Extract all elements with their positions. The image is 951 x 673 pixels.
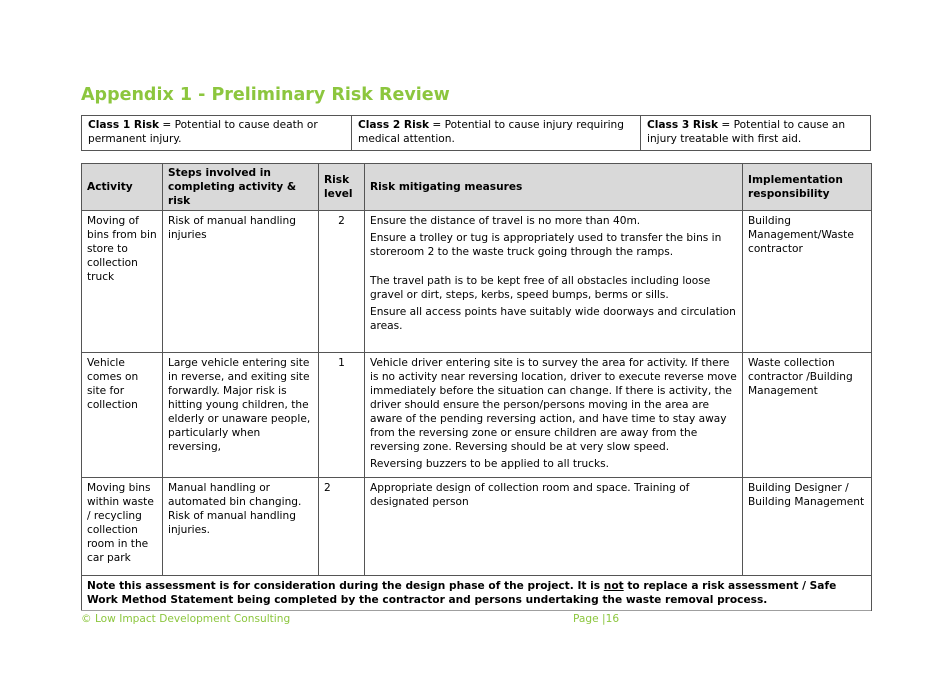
row-2-responsibility: Waste collection contractor /Building Management [743, 353, 872, 478]
table-row [82, 211, 872, 353]
row-1-activity: Moving of bins from bin store to collection truck [82, 211, 163, 353]
note-text: Note this assessment is for consideration during the design phase of the project. It is [87, 580, 604, 592]
header-risk-level: Risk level [319, 164, 365, 211]
table-row [82, 478, 872, 576]
class-3-desc: = Potential to cause an injury treatable with first aid. [647, 119, 846, 145]
footer-divider [81, 610, 871, 611]
footer-page-number: Page |16 [573, 613, 620, 625]
header-steps: Steps involved in completing activity & risk [163, 164, 319, 211]
row-2-risk-level: 1 [319, 353, 365, 478]
row-3-measures [365, 478, 743, 576]
header-responsibility: Implementation responsibility [743, 164, 872, 211]
row-3-risk-level: 2 [319, 478, 365, 576]
row-1-steps: Risk of manual handling injuries [163, 211, 319, 353]
row-3-measure: Appropriate design of collection room and space. Training of designated person [370, 482, 690, 508]
class-3-cell [641, 116, 871, 151]
class-1-desc: = Potential to cause death or permanent injury. [88, 119, 318, 145]
header-activity: Activity [82, 164, 163, 211]
class-1-cell [82, 116, 352, 151]
row-1-measure: Ensure all access points have suitably wide doorways and circulation areas. [370, 306, 736, 332]
risk-class-legend [81, 115, 871, 151]
header-measures: Risk mitigating measures [365, 164, 743, 211]
row-1-measure: The travel path is to be kept free of all obstacles including loose gravel or dirt, steps, kerbs, speed bumps, berms or sills. [370, 275, 711, 301]
risk-review-table [81, 163, 872, 611]
class-2-desc: = Potential to cause injury requiring medical attention. [358, 119, 624, 145]
note-row [82, 576, 872, 611]
footer-copyright: © Low Impact Development Consulting [81, 613, 291, 625]
row-1-measure: Ensure the distance of travel is no more than 40m. [370, 215, 641, 227]
row-1-measure: Ensure a trolley or tug is appropriately used to transfer the bins in storeroom 2 to the waste truck going through the ramps. [370, 232, 722, 258]
note-text-end: to replace a risk assessment / Safe Work Method Statement being completed by the contractor and persons undertaking the waste removal process. [87, 580, 837, 606]
table-row [82, 353, 872, 478]
row-3-steps: Manual handling or automated bin changing. Risk of manual handling injuries. [163, 478, 319, 576]
row-1-risk-level: 2 [319, 211, 365, 353]
row-1-responsibility: Building Management/Waste contractor [743, 211, 872, 353]
row-2-measure: Vehicle driver entering site is to survey the area for activity. If there is no activity near reversing location, driver to execute reverse move immediately before the situation can change. If there is activity, the driver should ensure the person/persons moving in the area are aware of the pending reversing action, and have time to stay away from the reversing zone or ensure children are away from the reversing zone. Reversing should be at very slow speed. [370, 357, 737, 453]
class-2-cell [352, 116, 641, 151]
row-3-responsibility: Building Designer / Building Management [743, 478, 872, 576]
row-1-measures [365, 211, 743, 353]
assessment-note [82, 576, 872, 611]
row-2-steps: Large vehicle entering site in reverse, and exiting site forwardly. Major risk is hitting young children, the elderly or unaware people, particularly when reversing, [163, 353, 319, 478]
row-3-activity: Moving bins within waste / recycling collection room in the car park [82, 478, 163, 576]
row-2-measure: Reversing buzzers to be applied to all trucks. [370, 458, 610, 470]
table-header-row [82, 164, 872, 211]
page-title: Appendix 1 - Preliminary Risk Review [81, 85, 450, 105]
note-emphasis: not [603, 580, 624, 592]
row-2-activity: Vehicle comes on site for collection [82, 353, 163, 478]
class-1-label: Class 1 Risk [88, 119, 160, 131]
class-2-label: Class 2 Risk [358, 119, 430, 131]
row-2-measures [365, 353, 743, 478]
class-3-label: Class 3 Risk [647, 119, 719, 131]
